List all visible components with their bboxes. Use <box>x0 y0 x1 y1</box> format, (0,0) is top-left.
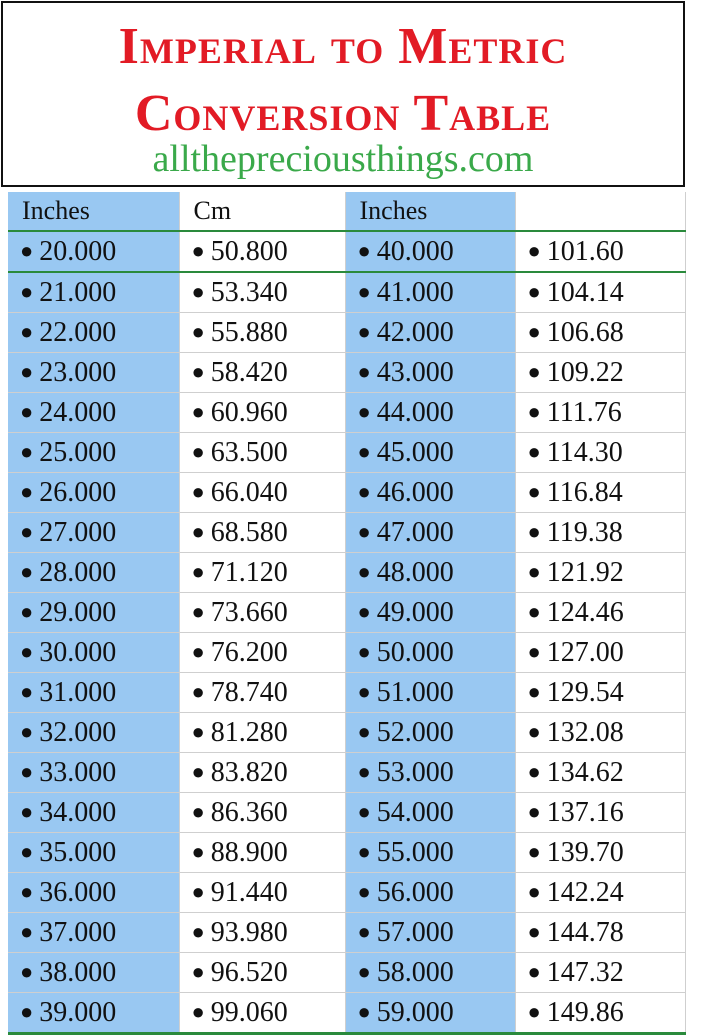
bullet-icon: ● <box>20 399 34 424</box>
table-cell <box>515 913 685 953</box>
cm-value: 111.76 <box>546 397 622 428</box>
table-cell <box>515 272 685 313</box>
table-row <box>8 833 685 873</box>
bullet-icon: ● <box>20 238 34 263</box>
table-cell <box>515 793 685 833</box>
table-cell <box>179 553 345 593</box>
cm-value: 68.580 <box>210 517 288 548</box>
bullet-icon: ● <box>191 599 205 624</box>
table-row <box>8 873 685 913</box>
table-cell <box>8 633 179 673</box>
header-inches-2: Inches <box>345 192 515 231</box>
table-row <box>8 393 685 433</box>
table-cell <box>515 353 685 393</box>
table-cell <box>515 593 685 633</box>
bullet-icon: ● <box>20 719 34 744</box>
bullet-icon: ● <box>357 399 371 424</box>
table-cell <box>179 433 345 473</box>
cm-value: 144.78 <box>546 917 624 948</box>
bullet-icon: ● <box>191 719 205 744</box>
inches-value: 40.000 <box>376 236 454 267</box>
cm-value: 55.880 <box>210 317 288 348</box>
inches-value: 53.000 <box>376 757 454 788</box>
bullet-icon: ● <box>527 319 541 344</box>
bullet-icon: ● <box>20 999 34 1024</box>
bullet-icon: ● <box>357 319 371 344</box>
table-cell <box>345 913 515 953</box>
table-cell <box>345 713 515 753</box>
table-cell <box>8 393 179 433</box>
bullet-icon: ● <box>191 879 205 904</box>
inches-value: 30.000 <box>39 637 117 668</box>
cm-value: 78.740 <box>210 677 288 708</box>
table-cell <box>515 673 685 713</box>
table-body <box>8 231 685 1034</box>
cm-value: 129.54 <box>546 677 624 708</box>
table-row <box>8 793 685 833</box>
cm-value: 139.70 <box>546 837 624 868</box>
table-row <box>8 433 685 473</box>
bullet-icon: ● <box>20 799 34 824</box>
table-cell <box>345 633 515 673</box>
table-cell <box>8 513 179 553</box>
bullet-icon: ● <box>357 999 371 1024</box>
bullet-icon: ● <box>357 279 371 304</box>
bullet-icon: ● <box>20 599 34 624</box>
table-row <box>8 913 685 953</box>
header-cm-1: Cm <box>179 192 345 231</box>
inches-value: 32.000 <box>39 717 117 748</box>
table-cell <box>179 313 345 353</box>
bullet-icon: ● <box>357 719 371 744</box>
table-cell <box>8 231 179 272</box>
inches-value: 38.000 <box>39 957 117 988</box>
cm-value: 116.84 <box>546 477 623 508</box>
inches-value: 26.000 <box>39 477 117 508</box>
bullet-icon: ● <box>527 679 541 704</box>
inches-value: 57.000 <box>376 917 454 948</box>
bullet-icon: ● <box>527 839 541 864</box>
cm-value: 114.30 <box>546 437 623 468</box>
cm-value: 81.280 <box>210 717 288 748</box>
site-watermark: allthepreciousthings.com <box>152 138 534 180</box>
bullet-icon: ● <box>20 839 34 864</box>
bullet-icon: ● <box>191 919 205 944</box>
bullet-icon: ● <box>20 679 34 704</box>
inches-value: 44.000 <box>376 397 454 428</box>
table-cell <box>515 313 685 353</box>
bullet-icon: ● <box>527 599 541 624</box>
bullet-icon: ● <box>527 439 541 464</box>
table-cell <box>515 473 685 513</box>
inches-value: 49.000 <box>376 597 454 628</box>
table-cell <box>515 553 685 593</box>
table-row <box>8 473 685 513</box>
table-cell <box>345 993 515 1034</box>
bullet-icon: ● <box>357 439 371 464</box>
cm-value: 106.68 <box>546 317 624 348</box>
cm-value: 121.92 <box>546 557 624 588</box>
inches-value: 59.000 <box>376 997 454 1028</box>
inches-value: 55.000 <box>376 837 454 868</box>
cm-value: 149.86 <box>546 997 624 1028</box>
table-cell <box>515 633 685 673</box>
bullet-icon: ● <box>527 238 541 263</box>
table-cell <box>8 993 179 1034</box>
inches-value: 29.000 <box>39 597 117 628</box>
table-row <box>8 313 685 353</box>
table-cell <box>179 593 345 633</box>
bullet-icon: ● <box>527 479 541 504</box>
inches-value: 45.000 <box>376 437 454 468</box>
bullet-icon: ● <box>191 639 205 664</box>
table-cell <box>345 673 515 713</box>
title-line-2: Conversion Table <box>134 85 552 142</box>
cm-value: 104.14 <box>546 277 624 308</box>
table-cell <box>179 272 345 313</box>
table-row <box>8 633 685 673</box>
cm-value: 96.520 <box>210 957 288 988</box>
inches-value: 43.000 <box>376 357 454 388</box>
bullet-icon: ● <box>357 959 371 984</box>
table-cell <box>8 713 179 753</box>
table-cell <box>8 833 179 873</box>
bullet-icon: ● <box>357 639 371 664</box>
cm-value: 71.120 <box>210 557 288 588</box>
table-row <box>8 593 685 633</box>
table-cell <box>345 553 515 593</box>
table-row <box>8 272 685 313</box>
bullet-icon: ● <box>527 519 541 544</box>
bullet-icon: ● <box>20 959 34 984</box>
bullet-icon: ● <box>527 879 541 904</box>
bullet-icon: ● <box>357 599 371 624</box>
cm-value: 101.60 <box>546 236 624 267</box>
inches-value: 41.000 <box>376 277 454 308</box>
bullet-icon: ● <box>527 919 541 944</box>
bullet-icon: ● <box>20 279 34 304</box>
table-cell <box>179 793 345 833</box>
cm-value: 86.360 <box>210 797 288 828</box>
table-cell <box>179 913 345 953</box>
conversion-table <box>8 192 686 1035</box>
inches-value: 47.000 <box>376 517 454 548</box>
bullet-icon: ● <box>20 359 34 384</box>
table-cell <box>179 713 345 753</box>
inches-value: 54.000 <box>376 797 454 828</box>
table-cell <box>8 553 179 593</box>
inches-value: 24.000 <box>39 397 117 428</box>
bullet-icon: ● <box>191 479 205 504</box>
bullet-icon: ● <box>527 639 541 664</box>
bullet-icon: ● <box>357 919 371 944</box>
table-cell <box>345 353 515 393</box>
bullet-icon: ● <box>527 799 541 824</box>
table-cell <box>345 833 515 873</box>
inches-value: 28.000 <box>39 557 117 588</box>
bullet-icon: ● <box>357 679 371 704</box>
bullet-icon: ● <box>20 439 34 464</box>
inches-value: 37.000 <box>39 917 117 948</box>
header-cm-2 <box>515 192 685 231</box>
bullet-icon: ● <box>20 519 34 544</box>
bullet-icon: ● <box>357 839 371 864</box>
table-cell <box>345 873 515 913</box>
bullet-icon: ● <box>191 439 205 464</box>
bullet-icon: ● <box>357 519 371 544</box>
table-cell <box>515 993 685 1034</box>
inches-value: 20.000 <box>39 236 117 267</box>
table-cell <box>8 793 179 833</box>
table-cell <box>515 713 685 753</box>
table-row <box>8 713 685 753</box>
cm-value: 119.38 <box>546 517 623 548</box>
table-row <box>8 513 685 553</box>
table-cell <box>515 873 685 913</box>
bullet-icon: ● <box>357 359 371 384</box>
table-cell <box>8 353 179 393</box>
table-header-row <box>8 192 685 231</box>
inches-value: 27.000 <box>39 517 117 548</box>
cm-value: 142.24 <box>546 877 624 908</box>
cm-value: 73.660 <box>210 597 288 628</box>
table-cell <box>8 913 179 953</box>
cm-value: 109.22 <box>546 357 624 388</box>
header-inches-1: Inches <box>8 192 179 231</box>
table-cell <box>345 272 515 313</box>
cm-value: 58.420 <box>210 357 288 388</box>
table-cell <box>179 513 345 553</box>
cm-value: 134.62 <box>546 757 624 788</box>
cm-value: 83.820 <box>210 757 288 788</box>
cm-value: 132.08 <box>546 717 624 748</box>
cm-value: 60.960 <box>210 397 288 428</box>
table-cell <box>8 473 179 513</box>
bullet-icon: ● <box>191 279 205 304</box>
table-cell <box>345 753 515 793</box>
cm-value: 50.800 <box>210 236 288 267</box>
inches-value: 31.000 <box>39 677 117 708</box>
bullet-icon: ● <box>191 999 205 1024</box>
inches-value: 33.000 <box>39 757 117 788</box>
bullet-icon: ● <box>527 399 541 424</box>
inches-value: 36.000 <box>39 877 117 908</box>
table-cell <box>179 231 345 272</box>
inches-value: 22.000 <box>39 317 117 348</box>
table-cell <box>8 593 179 633</box>
inches-value: 42.000 <box>376 317 454 348</box>
table-row <box>8 673 685 713</box>
table-cell <box>515 833 685 873</box>
bullet-icon: ● <box>357 559 371 584</box>
table-cell <box>345 953 515 993</box>
inches-value: 56.000 <box>376 877 454 908</box>
bullet-icon: ● <box>191 759 205 784</box>
bullet-icon: ● <box>20 759 34 784</box>
cm-value: 63.500 <box>210 437 288 468</box>
table-cell <box>515 753 685 793</box>
table-row <box>8 553 685 593</box>
cm-value: 137.16 <box>546 797 624 828</box>
table-cell <box>345 513 515 553</box>
bullet-icon: ● <box>527 719 541 744</box>
table-cell <box>8 953 179 993</box>
bullet-icon: ● <box>527 559 541 584</box>
bullet-icon: ● <box>527 359 541 384</box>
bullet-icon: ● <box>357 238 371 263</box>
table-cell <box>8 313 179 353</box>
inches-value: 35.000 <box>39 837 117 868</box>
bullet-icon: ● <box>20 639 34 664</box>
table-row <box>8 993 685 1034</box>
table-cell <box>345 231 515 272</box>
bullet-icon: ● <box>191 319 205 344</box>
bullet-icon: ● <box>191 359 205 384</box>
table-cell <box>8 272 179 313</box>
table-cell <box>8 753 179 793</box>
table-cell <box>515 513 685 553</box>
bullet-icon: ● <box>20 919 34 944</box>
table-cell <box>179 833 345 873</box>
bullet-icon: ● <box>191 399 205 424</box>
inches-value: 51.000 <box>376 677 454 708</box>
table-cell <box>8 433 179 473</box>
table-cell <box>179 953 345 993</box>
bullet-icon: ● <box>357 879 371 904</box>
cm-value: 93.980 <box>210 917 288 948</box>
table-cell <box>179 633 345 673</box>
table-cell <box>179 393 345 433</box>
cm-value: 147.32 <box>546 957 624 988</box>
bullet-icon: ● <box>527 999 541 1024</box>
table-cell <box>345 433 515 473</box>
table-cell <box>179 873 345 913</box>
bullet-icon: ● <box>527 759 541 784</box>
table-row <box>8 753 685 793</box>
table-row <box>8 953 685 993</box>
inches-value: 23.000 <box>39 357 117 388</box>
cm-value: 88.900 <box>210 837 288 868</box>
table-cell <box>345 473 515 513</box>
bullet-icon: ● <box>20 559 34 584</box>
cm-value: 127.00 <box>546 637 624 668</box>
bullet-icon: ● <box>191 519 205 544</box>
title-line-1: Imperial to Metric <box>118 18 568 75</box>
table-cell <box>515 393 685 433</box>
table-cell <box>345 793 515 833</box>
bullet-icon: ● <box>357 759 371 784</box>
table-cell <box>179 473 345 513</box>
table-cell <box>515 433 685 473</box>
bullet-icon: ● <box>527 279 541 304</box>
bullet-icon: ● <box>191 679 205 704</box>
bullet-icon: ● <box>191 839 205 864</box>
table-cell <box>179 993 345 1034</box>
table-cell <box>8 673 179 713</box>
title-banner <box>1 1 685 187</box>
bullet-icon: ● <box>191 959 205 984</box>
bullet-icon: ● <box>20 879 34 904</box>
bullet-icon: ● <box>191 559 205 584</box>
inches-value: 25.000 <box>39 437 117 468</box>
inches-value: 48.000 <box>376 557 454 588</box>
table-cell <box>179 753 345 793</box>
inches-value: 58.000 <box>376 957 454 988</box>
cm-value: 76.200 <box>210 637 288 668</box>
bullet-icon: ● <box>20 479 34 504</box>
inches-value: 52.000 <box>376 717 454 748</box>
cm-value: 91.440 <box>210 877 288 908</box>
table-cell <box>179 673 345 713</box>
cm-value: 53.340 <box>210 277 288 308</box>
bullet-icon: ● <box>20 319 34 344</box>
cm-value: 99.060 <box>210 997 288 1028</box>
inches-value: 46.000 <box>376 477 454 508</box>
table-cell <box>179 353 345 393</box>
table-cell <box>345 593 515 633</box>
inches-value: 21.000 <box>39 277 117 308</box>
inches-value: 50.000 <box>376 637 454 668</box>
bullet-icon: ● <box>191 238 205 263</box>
table-cell <box>515 231 685 272</box>
bullet-icon: ● <box>357 799 371 824</box>
table-row <box>8 353 685 393</box>
table-cell <box>8 873 179 913</box>
bullet-icon: ● <box>191 799 205 824</box>
cm-value: 66.040 <box>210 477 288 508</box>
inches-value: 39.000 <box>39 997 117 1028</box>
table-cell <box>515 953 685 993</box>
table-cell <box>345 313 515 353</box>
inches-value: 34.000 <box>39 797 117 828</box>
table-cell <box>345 393 515 433</box>
table-row <box>8 231 685 272</box>
cm-value: 124.46 <box>546 597 624 628</box>
bullet-icon: ● <box>527 959 541 984</box>
bullet-icon: ● <box>357 479 371 504</box>
